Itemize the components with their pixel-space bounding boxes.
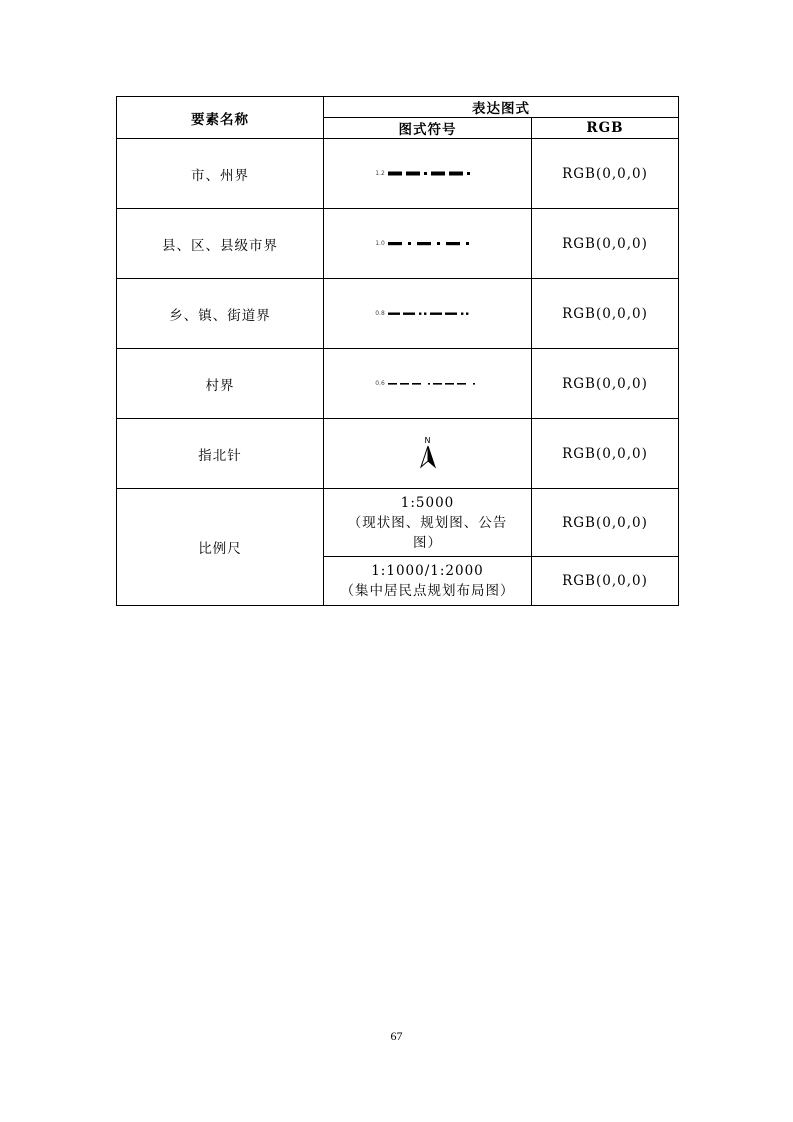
header-rgb: RGB (532, 118, 679, 139)
element-name: 县、区、县级市界 (117, 209, 324, 279)
symbol-cell (324, 279, 532, 349)
element-name: 市、州界 (117, 139, 324, 209)
north-arrow-icon (416, 434, 440, 470)
township-boundary-line-icon (388, 310, 480, 318)
rgb-value: RGB(0,0,0) (532, 557, 679, 606)
table-row (117, 419, 679, 489)
scale-description-cont: 图） (413, 534, 442, 551)
header-expression: 表达图式 (324, 97, 679, 118)
county-boundary-line-icon (388, 240, 480, 248)
rgb-value: RGB(0,0,0) (532, 349, 679, 419)
element-name: 村界 (117, 349, 324, 419)
line-width-label: 0.8 (375, 310, 385, 317)
scale-ratio: 1:1000/1:2000 (371, 563, 484, 579)
page-number: 67 (390, 1029, 403, 1043)
table-row (117, 349, 679, 419)
line-width-label: 1.0 (375, 240, 385, 247)
element-name: 比例尺 (117, 489, 324, 606)
element-name: 指北针 (117, 419, 324, 489)
table-row (117, 139, 679, 209)
scale-entry (324, 557, 532, 606)
rgb-value: RGB(0,0,0) (532, 139, 679, 209)
scale-description: （现状图、规划图、公告 (347, 514, 508, 531)
element-name: 乡、镇、街道界 (117, 279, 324, 349)
scale-entry (324, 489, 532, 557)
table-row (117, 279, 679, 349)
symbol-cell (324, 349, 532, 419)
symbol-cell (324, 209, 532, 279)
rgb-value: RGB(0,0,0) (532, 209, 679, 279)
village-boundary-line-icon (388, 380, 480, 388)
line-width-label: 0.6 (375, 380, 385, 387)
symbol-cell (324, 139, 532, 209)
rgb-value: RGB(0,0,0) (532, 489, 679, 557)
line-width-label: 1.2 (375, 170, 385, 177)
header-symbol: 图式符号 (324, 118, 532, 139)
legend-table (116, 96, 679, 606)
north-letter: N (424, 435, 431, 445)
rgb-value: RGB(0,0,0) (532, 279, 679, 349)
scale-ratio: 1:5000 (400, 494, 455, 511)
rgb-value: RGB(0,0,0) (532, 419, 679, 489)
symbol-cell (324, 419, 532, 489)
header-element-name: 要素名称 (117, 97, 324, 139)
scale-description: （集中居民点规划布局图） (340, 583, 515, 599)
table-row (117, 209, 679, 279)
city-boundary-line-icon (388, 170, 480, 178)
table-row (117, 489, 679, 557)
